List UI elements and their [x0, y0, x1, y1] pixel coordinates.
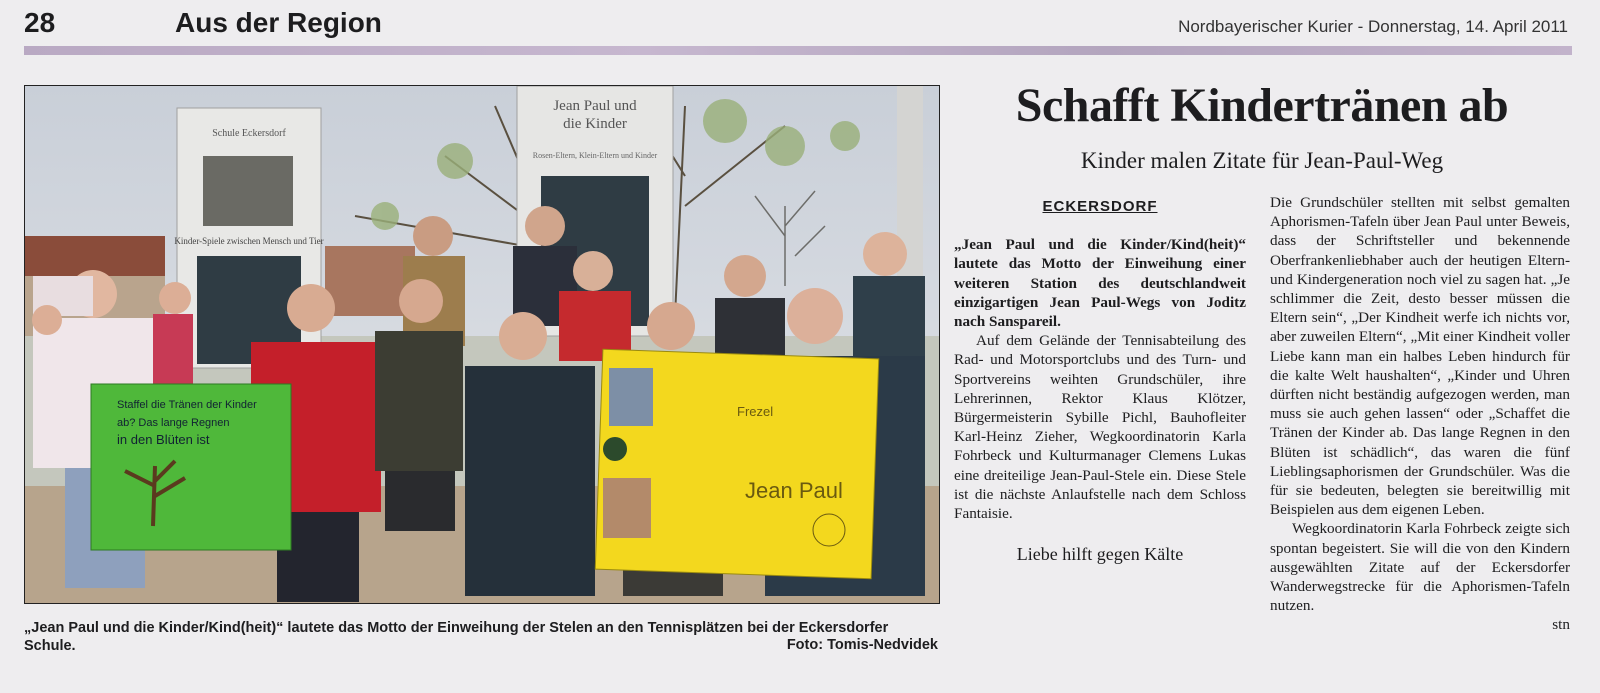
- header-rule: [24, 46, 1572, 55]
- green-sign: [91, 384, 291, 550]
- article-paragraph-3: Wegkoordinatorin Karla Fohrbeck zeigte sich spontan begeistert. Sie will die von den Kindern ausgewählten Zitate auf der Eckersdorfer Wanderwegstrecke für die Aphorismen-Tafeln nutzen.: [1270, 520, 1570, 615]
- yellow-sign: [595, 349, 879, 578]
- stele-center-title-1: Jean Paul und: [553, 98, 637, 114]
- yellow-sign-label-1: Frezel: [737, 404, 774, 419]
- article-headline: Schafft Kindertränen ab: [1015, 79, 1509, 132]
- stele-center-subtitle: Rosen-Eltern, Klein-Eltern und Kinder: [532, 151, 658, 160]
- yellow-sign-label-2: Jean Paul: [745, 478, 843, 503]
- article-column-2: [1270, 193, 1570, 635]
- article-column-1: [954, 193, 1246, 582]
- photo-credit: Foto: Tomis-Nedvidek: [786, 637, 938, 653]
- article-paragraph-2: Die Grundschüler stellten mit selbst gemalten Aphorismen-Tafeln über Jean Paul unter Beweis, dass der Schriftsteller und bekennende Oberfrankenliebhaber auch der heutigen Eltern- und Kindergeneration noch viel zu sagen hat. „Je schlimmer die Zeit, desto besser müssen die Eltern sein“, „Der Kindheit werfe ich nichts vor, aber zuweilen Eltern“, „Mit einer Kindheit voller Liebe kann man ein halbes Leben hindurch für die kalte Welt haushalten“, „Kinder und Uhren dürften nicht beständig aufgezogen werden, man muss sie auch gehen lassen“ oder „Schaffet die Tränen der Kinder ab. Das lange Regnen in den Blüten ist schädlich“, das waren die fünf Lieblingsaphorismen der Grundschüler. Was die für sie bedeuten, belegten sie bereitwillig mit Beispielen aus dem eigenen Leben.: [1270, 194, 1570, 519]
- article-paragraph-1: Auf dem Gelände der Tennisabteilung des Rad- und Motorsportclubs und des Turn- und Sportvereins weihten Grundschüler, ihre Lehrerinnen, Rektor Klaus Klötzer, Bürgermeisterin Sybille Pichl, Bauhofleiter Karl-Heinz Zieher, Wegkoordinatorin Karla Fohrbeck und Kulturmanager Clemens Lukas eine dreiteilige Jean-Paul-Stele ein. Diese Stele ist die nächste Anlaufstelle nach dem Schloss Fantaisie.: [954, 332, 1246, 523]
- article-photo: [24, 85, 940, 604]
- stele-left-title: Schule Eckersdorf: [212, 128, 286, 139]
- stele-center-title-2: die Kinder: [563, 116, 627, 132]
- section-title: Aus der Region: [175, 7, 382, 38]
- crosshead: Liebe hilft gegen Kälte: [1016, 544, 1184, 565]
- green-sign-line-3: in den Blüten ist: [117, 432, 210, 447]
- green-sign-line-1: Staffel die Tränen der Kinder: [117, 399, 257, 411]
- masthead-date: Nordbayerischer Kurier - Donnerstag, 14. April 2011: [1178, 17, 1568, 36]
- page-number: 28: [24, 7, 56, 38]
- stele-left-subtitle: Kinder-Spiele zwischen Mensch und Tier: [174, 236, 324, 246]
- dateline: ECKERSDORF: [1042, 198, 1158, 215]
- article-lede: „Jean Paul und die Kinder/Kind(heit)“ lautete das Motto der Einweihung einer weiteren Station des deutschlandweit einzigartigen Jean Paul-Wegs von Joditz nach Sanspareil.: [954, 236, 1246, 331]
- article-subheadline: Kinder malen Zitate für Jean-Paul-Weg: [1080, 148, 1444, 173]
- green-sign-line-2: ab? Das lange Regnen: [117, 417, 230, 429]
- photo-caption: „Jean Paul und die Kinder/Kind(heit)“ lautete das Motto der Einweihung der Stelen an den Tennisplätzen bei der Eckersdorfer Schule.: [24, 620, 889, 654]
- author-initials: stn: [1552, 616, 1570, 634]
